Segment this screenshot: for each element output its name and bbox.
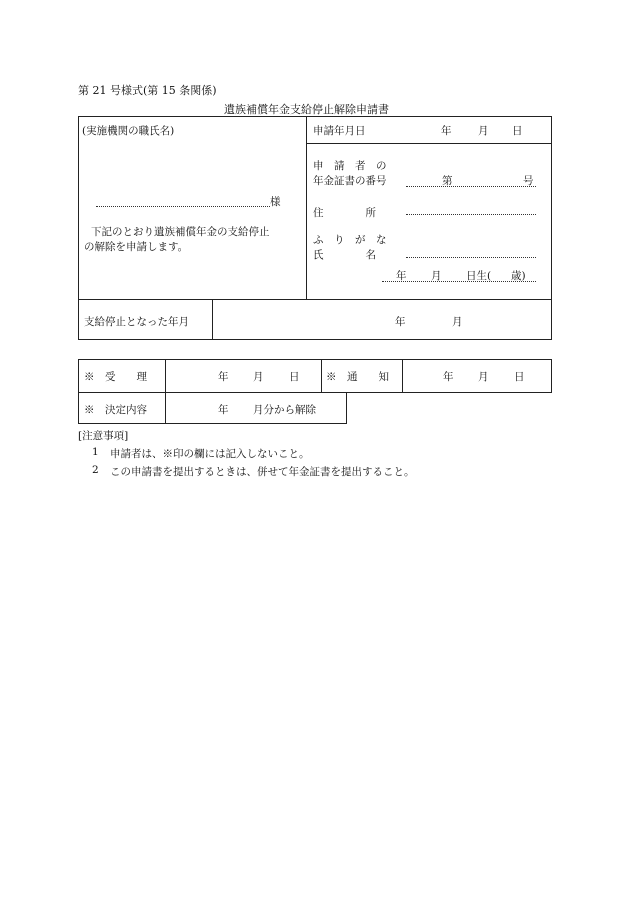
birth-month-label: 月 [431,270,442,282]
decision-year: 年 [218,404,229,416]
notes-heading: [注意事項] [78,430,129,442]
certificate-dai-label: 第 [442,175,453,187]
receipt-day: 日 [289,371,300,383]
organization-label: (実施機関の職氏名) [82,125,175,137]
furigana-label: ふ り が な [313,234,387,246]
application-year-label: 年 [441,125,452,137]
receipt-month: 月 [253,371,264,383]
office-decision-left [78,392,79,424]
stop-row-column-divider [212,299,213,340]
stop-year-unit: 年 [395,316,406,328]
office-decision-right [346,392,347,424]
form-number: 第 21 号様式(第 15 条関係) [78,84,217,97]
stop-row-divider [78,299,552,300]
address-line[interactable] [406,214,536,215]
birth-year-label: 年 [396,270,407,282]
decision-text: 月分から解除 [253,404,316,416]
sama-label: 様 [270,196,281,208]
note-2-text: この申請書を提出するときは、併せて年金証書を提出すること。 [110,466,415,478]
certificate-number-line[interactable] [406,186,536,187]
notice-label: ※ 通 知 [326,371,389,383]
receipt-label: ※ 受 理 [84,371,147,383]
name-line[interactable] [406,257,536,258]
note-2-number: 2 [92,464,99,476]
notice-month: 月 [478,371,489,383]
name-label: 氏 名 [313,249,376,261]
office-divider-2 [321,359,322,393]
organization-name-line[interactable] [96,206,270,207]
age-label: 歳) [511,270,526,282]
application-date-label: 申請年月日 [313,125,366,137]
office-decision-bottom [78,423,347,424]
applicant-label: 申 請 者 の [313,160,387,172]
notice-day: 日 [514,371,525,383]
office-divider-1 [165,359,166,424]
certificate-number-label: 年金証書の番号 [313,175,387,187]
form-title: 遺族補償年金支給停止解除申請書 [224,103,389,116]
body-text-line1: 下記のとおり遺族補償年金の支給停止 [91,226,270,238]
date-row-divider [306,143,552,144]
stop-month-label: 支給停止となった年月 [84,316,189,328]
decision-label: ※ 決定内容 [84,404,147,416]
body-text-line2: の解除を申請します。 [84,241,189,253]
receipt-year: 年 [218,371,229,383]
note-1-number: 1 [92,446,99,458]
birth-date-line[interactable] [382,281,536,282]
birth-day-label: 日生( [466,270,492,282]
address-label: 住 所 [313,207,376,219]
stop-month-unit: 月 [452,316,463,328]
application-day-label: 日 [512,125,523,137]
notice-year: 年 [443,371,454,383]
office-divider-3 [402,359,403,393]
application-month-label: 月 [478,125,489,137]
certificate-go-label: 号 [523,175,534,187]
note-1-text: 申請者は、※印の欄には記入しないこと。 [110,448,310,460]
